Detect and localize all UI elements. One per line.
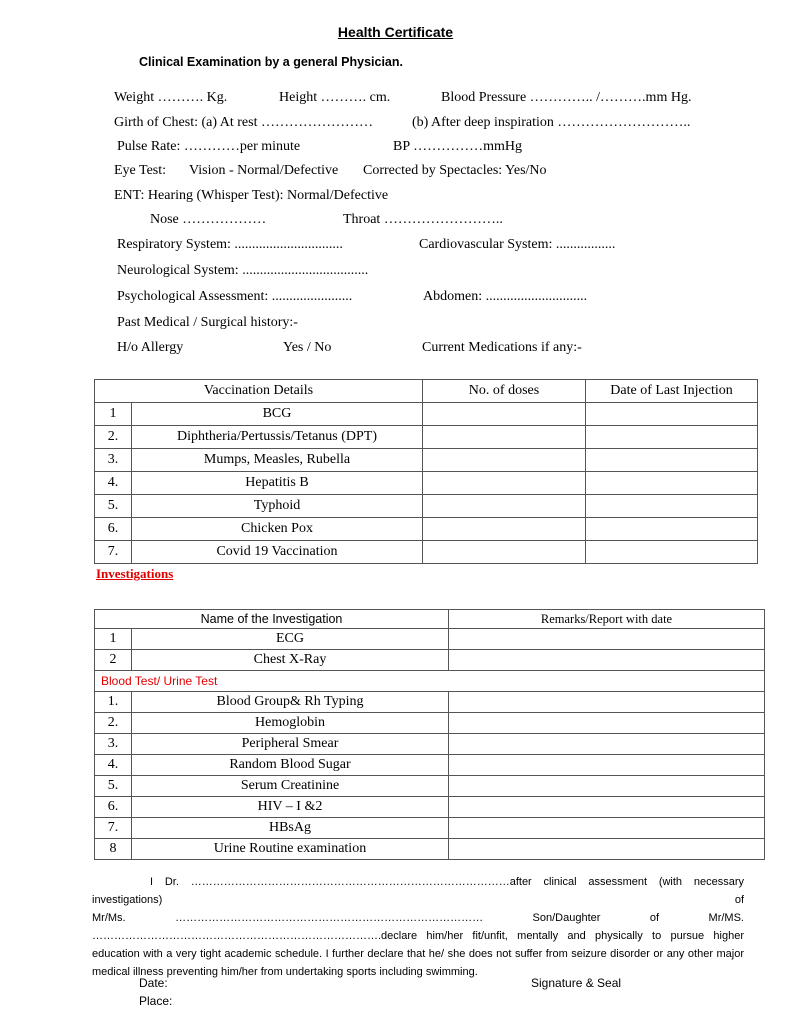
row-number: 3. (95, 449, 132, 472)
table-row (95, 734, 765, 755)
table-row (95, 495, 758, 518)
declaration-line-statement: …………………………………………………………………….declare him/her fit/unfit, mentally and physically to pursue higher education with a very tight academic schedule. I further declare that he/ she does not suffer from seizure disorder or any other major medical illness preventing him/her from undertaking sports including swimming. (92, 930, 744, 978)
chest-inspiration-field[interactable]: (b) After deep inspiration ……………………….. (412, 115, 691, 130)
chest-rest-field[interactable]: Girth of Chest: (a) At rest …………………… (114, 115, 373, 130)
column-header: Name of the Investigation (95, 610, 449, 629)
table-subheading-row (95, 671, 765, 692)
table-row (95, 426, 758, 449)
allergy-label: H/o Allergy (117, 340, 184, 355)
investigation-name: ECG (132, 629, 449, 650)
neurological-field[interactable]: Neurological System: .................................... (117, 263, 369, 278)
row-number: 5. (95, 776, 132, 797)
date-label: Date: (139, 976, 168, 990)
eye-test-label: Eye Test: (114, 163, 167, 178)
last-injection-cell[interactable] (586, 426, 758, 449)
vaccine-name: BCG (132, 403, 423, 426)
row-number: 1. (95, 692, 132, 713)
allergy-yes-no-field[interactable]: Yes / No (283, 340, 332, 355)
table-row (95, 650, 765, 671)
signature-seal-label: Signature & Seal (531, 976, 622, 990)
investigation-name: Chest X-Ray (132, 650, 449, 671)
investigation-name: Random Blood Sugar (132, 755, 449, 776)
table-header-row (95, 610, 765, 629)
row-number: 4. (95, 472, 132, 495)
row-number: 4. (95, 755, 132, 776)
table-row (95, 403, 758, 426)
place-label: Place: (139, 994, 173, 1008)
vaccine-name: Mumps, Measles, Rubella (132, 449, 423, 472)
bp-field[interactable]: BP ……………mmHg (393, 139, 522, 154)
spectacles-field[interactable]: Corrected by Spectacles: Yes/No (363, 163, 547, 178)
investigation-table (94, 609, 765, 860)
remarks-cell[interactable] (449, 818, 765, 839)
vaccine-name: Chicken Pox (132, 518, 423, 541)
declaration-line-doctor: I Dr. ……………………………………………………………………………after clinical assessment (with necessary investigations) of (92, 876, 744, 906)
remarks-cell[interactable] (449, 734, 765, 755)
row-number: 2. (95, 426, 132, 449)
remarks-cell[interactable] (449, 797, 765, 818)
column-header: Remarks/Report with date (449, 610, 765, 629)
page-title: Health Certificate (337, 24, 454, 40)
vaccine-name: Diphtheria/Pertussis/Tetanus (DPT) (132, 426, 423, 449)
row-number: 5. (95, 495, 132, 518)
table-row (95, 629, 765, 650)
row-number: 6. (95, 518, 132, 541)
investigation-name: HIV – I &2 (132, 797, 449, 818)
table-row (95, 776, 765, 797)
remarks-cell[interactable] (449, 839, 765, 860)
abdomen-field[interactable]: Abdomen: ............................. (423, 289, 588, 304)
doses-cell[interactable] (423, 495, 586, 518)
investigation-name: Urine Routine examination (132, 839, 449, 860)
blood-pressure-field[interactable]: Blood Pressure ………….. /……….mm Hg. (441, 90, 692, 105)
page-subtitle: Clinical Examination by a general Physician. (139, 55, 403, 69)
vaccine-name: Typhoid (132, 495, 423, 518)
table-row (95, 449, 758, 472)
column-header: Date of Last Injection (586, 380, 758, 403)
ent-hearing-field[interactable]: ENT: Hearing (Whisper Test): Normal/Defective (114, 188, 389, 203)
cardiovascular-field[interactable]: Cardiovascular System: ................. (419, 237, 616, 252)
declaration-line-candidate: Mr/Ms. ………………………………………………………………………… Son/Daughter of Mr/MS. (92, 912, 744, 924)
row-number: 8 (95, 839, 132, 860)
doses-cell[interactable] (423, 472, 586, 495)
row-number: 2. (95, 713, 132, 734)
column-header: Vaccination Details (95, 380, 423, 403)
row-number: 7. (95, 818, 132, 839)
table-row (95, 692, 765, 713)
doses-cell[interactable] (423, 426, 586, 449)
row-number: 3. (95, 734, 132, 755)
row-number: 6. (95, 797, 132, 818)
investigations-heading: Investigations (96, 566, 174, 581)
nose-field[interactable]: Nose ……………… (150, 212, 267, 227)
table-row (95, 472, 758, 495)
last-injection-cell[interactable] (586, 449, 758, 472)
table-row (95, 839, 765, 860)
remarks-cell[interactable] (449, 713, 765, 734)
investigation-name: Blood Group& Rh Typing (132, 692, 449, 713)
table-header-row (95, 380, 758, 403)
row-number: 7. (95, 541, 132, 564)
past-history-field[interactable]: Past Medical / Surgical history:- (117, 315, 298, 330)
height-field[interactable]: Height ………. cm. (279, 90, 391, 105)
doses-cell[interactable] (423, 518, 586, 541)
vaccination-table (94, 379, 758, 564)
last-injection-cell[interactable] (586, 518, 758, 541)
doses-cell[interactable] (423, 403, 586, 426)
pulse-rate-field[interactable]: Pulse Rate: …………per minute (117, 139, 301, 154)
declaration-paragraph (92, 873, 744, 981)
remarks-cell[interactable] (449, 776, 765, 797)
row-number: 2 (95, 650, 132, 671)
last-injection-cell[interactable] (586, 495, 758, 518)
doses-cell[interactable] (423, 449, 586, 472)
last-injection-cell[interactable] (586, 403, 758, 426)
last-injection-cell[interactable] (586, 472, 758, 495)
remarks-cell[interactable] (449, 755, 765, 776)
table-row (95, 541, 758, 564)
investigation-name: Peripheral Smear (132, 734, 449, 755)
investigation-name: Hemoglobin (132, 713, 449, 734)
table-row (95, 797, 765, 818)
respiratory-field[interactable]: Respiratory System: ............................... (117, 237, 343, 252)
table-row (95, 518, 758, 541)
medications-field[interactable]: Current Medications if any:- (422, 340, 582, 355)
remarks-cell[interactable] (449, 650, 765, 671)
investigation-name: Serum Creatinine (132, 776, 449, 797)
weight-field[interactable]: Weight ………. Kg. (114, 90, 228, 105)
table-row (95, 755, 765, 776)
column-header: No. of doses (423, 380, 586, 403)
psychological-field[interactable]: Psychological Assessment: ....................... (117, 289, 353, 304)
throat-field[interactable]: Throat …………………….. (343, 212, 503, 227)
doses-cell[interactable] (423, 541, 586, 564)
remarks-cell[interactable] (449, 629, 765, 650)
table-row (95, 713, 765, 734)
vaccine-name: Hepatitis B (132, 472, 423, 495)
table-row (95, 818, 765, 839)
investigation-name: HBsAg (132, 818, 449, 839)
last-injection-cell[interactable] (586, 541, 758, 564)
vision-field[interactable]: Vision - Normal/Defective (189, 163, 339, 178)
vaccine-name: Covid 19 Vaccination (132, 541, 423, 564)
row-number: 1 (95, 403, 132, 426)
row-number: 1 (95, 629, 132, 650)
remarks-cell[interactable] (449, 692, 765, 713)
blood-urine-subheading: Blood Test/ Urine Test (95, 671, 765, 692)
